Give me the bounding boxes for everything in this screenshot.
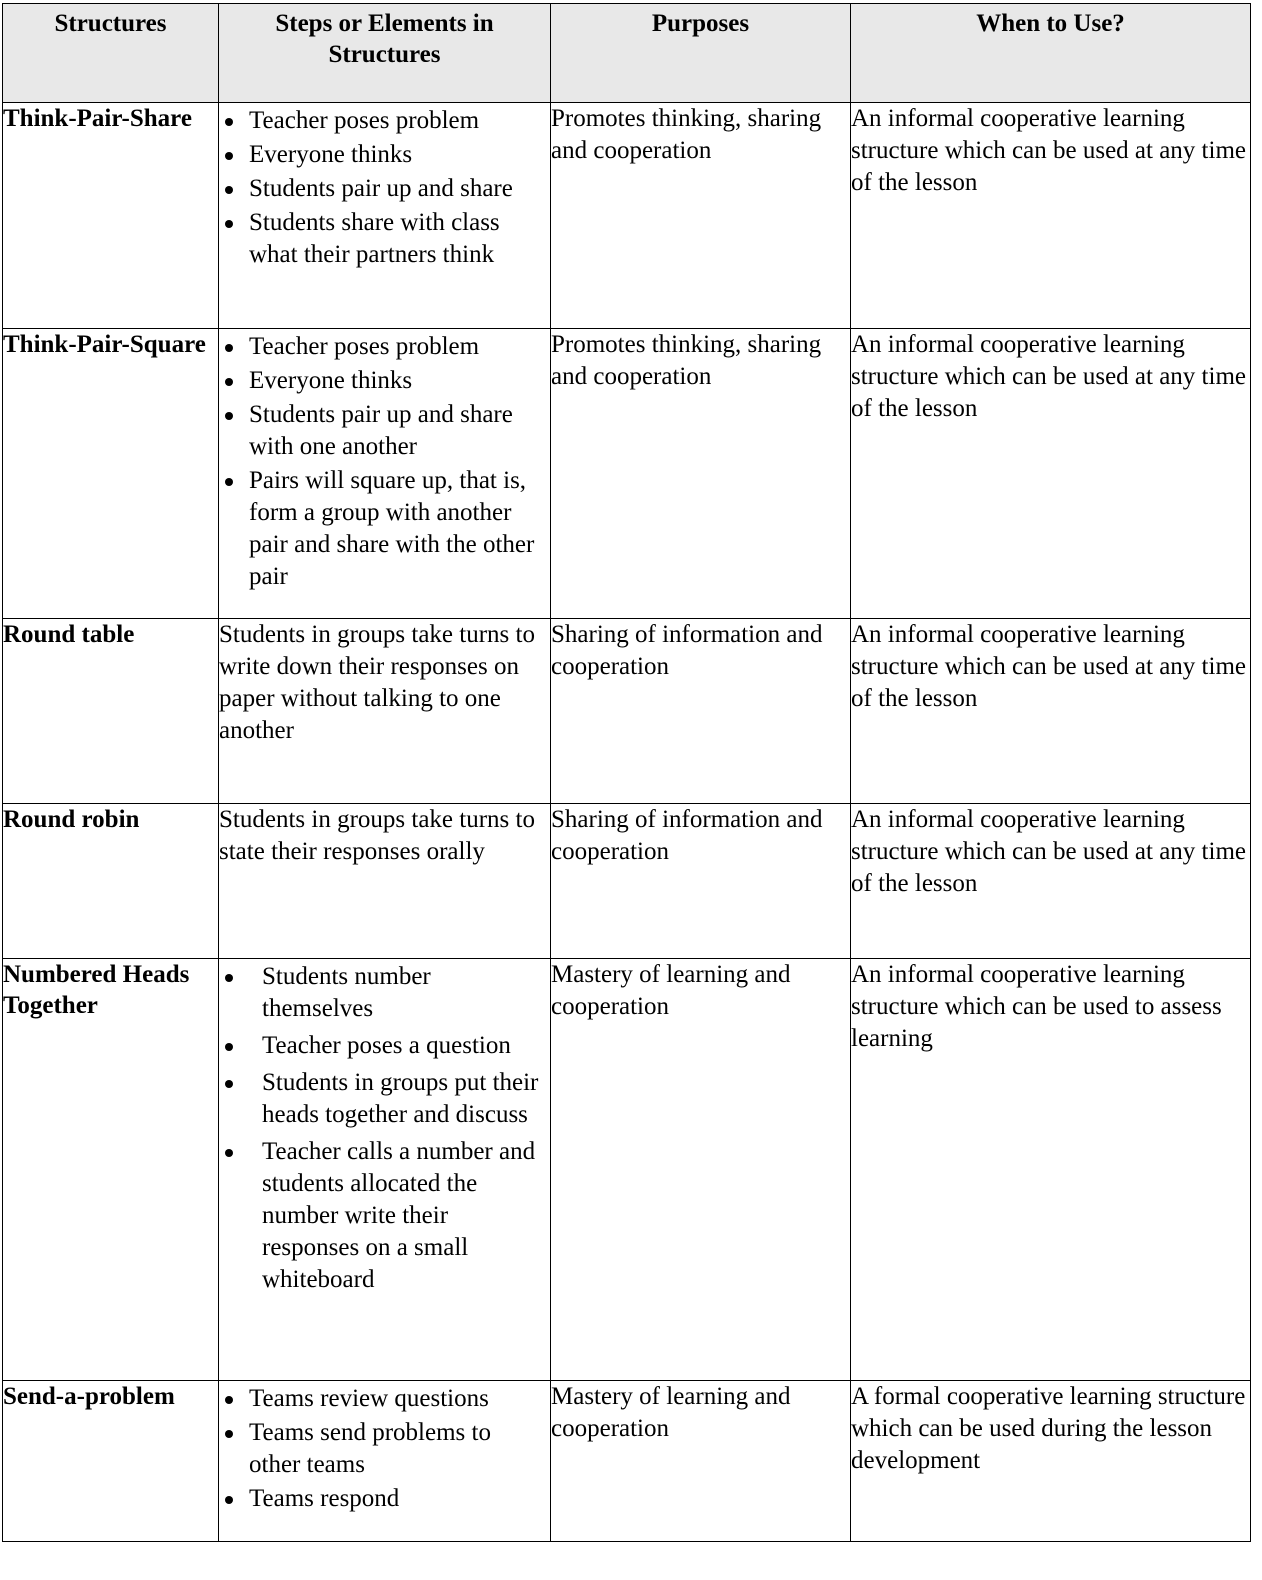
when-cell: An informal cooperative learning structure which can be used at any time of the lesson: [851, 103, 1251, 329]
step-item: Teams send problems to other teams: [219, 1417, 544, 1481]
steps-list: [219, 1381, 550, 1515]
when-cell: An informal cooperative learning structure which can be used at any time of the lesson: [851, 329, 1251, 619]
step-item: Students pair up and share: [219, 173, 544, 205]
step-item: Teacher poses problem: [219, 331, 544, 363]
steps-cell: Students in groups take turns to state their responses orally: [219, 804, 551, 959]
structure-name: Think-Pair-Square: [3, 329, 219, 619]
steps-cell: [219, 959, 551, 1381]
header-row: [3, 4, 1251, 103]
step-item: Teams respond: [219, 1483, 544, 1515]
purpose-cell: Mastery of learning and cooperation: [551, 1381, 851, 1542]
steps-cell: [219, 103, 551, 329]
step-item: Students in groups put their heads together and discuss: [219, 1067, 544, 1131]
table-row: [3, 804, 1251, 959]
when-cell: A formal cooperative learning structure which can be used during the lesson development: [851, 1381, 1251, 1542]
steps-cell: Students in groups take turns to write down their responses on paper without talking to one another: [219, 619, 551, 804]
step-item: Everyone thinks: [219, 365, 544, 397]
step-item: Teacher poses a question: [219, 1030, 544, 1062]
step-item: Teams review questions: [219, 1383, 544, 1415]
header-steps: Steps or Elements in Structures: [219, 4, 551, 103]
structure-name: Send-a-problem: [3, 1381, 219, 1542]
step-item: Students pair up and share with one another: [219, 399, 544, 463]
when-cell: An informal cooperative learning structure which can be used at any time of the lesson: [851, 804, 1251, 959]
steps-cell: [219, 329, 551, 619]
structure-name: Think-Pair-Share: [3, 103, 219, 329]
structure-name: Round robin: [3, 804, 219, 959]
when-cell: An informal cooperative learning structure which can be used to assess learning: [851, 959, 1251, 1381]
step-item: Pairs will square up, that is, form a group with another pair and share with the other pair: [219, 465, 544, 593]
steps-list: [219, 329, 550, 593]
table-row: [3, 959, 1251, 1381]
step-item: Everyone thinks: [219, 139, 544, 171]
structure-name: Round table: [3, 619, 219, 804]
step-item: Teacher poses problem: [219, 105, 544, 137]
table-row: [3, 103, 1251, 329]
when-cell: An informal cooperative learning structure which can be used at any time of the lesson: [851, 619, 1251, 804]
table-row: [3, 619, 1251, 804]
purpose-cell: Promotes thinking, sharing and cooperation: [551, 103, 851, 329]
steps-cell: [219, 1381, 551, 1542]
purpose-cell: Mastery of learning and cooperation: [551, 959, 851, 1381]
structure-name: Numbered Heads Together: [3, 959, 219, 1381]
step-item: Teacher calls a number and students allocated the number write their responses on a small whiteboard: [219, 1136, 544, 1296]
purpose-cell: Sharing of information and cooperation: [551, 619, 851, 804]
steps-list: [219, 959, 550, 1296]
steps-list: [219, 103, 550, 271]
header-when: When to Use?: [851, 4, 1251, 103]
table-row: [3, 329, 1251, 619]
step-item: Students number themselves: [219, 961, 544, 1025]
purpose-cell: Promotes thinking, sharing and cooperation: [551, 329, 851, 619]
step-item: Students share with class what their partners think: [219, 207, 544, 271]
header-purposes: Purposes: [551, 4, 851, 103]
structures-table: [2, 3, 1251, 1542]
purpose-cell: Sharing of information and cooperation: [551, 804, 851, 959]
header-structures: Structures: [3, 4, 219, 103]
table-row: [3, 1381, 1251, 1542]
